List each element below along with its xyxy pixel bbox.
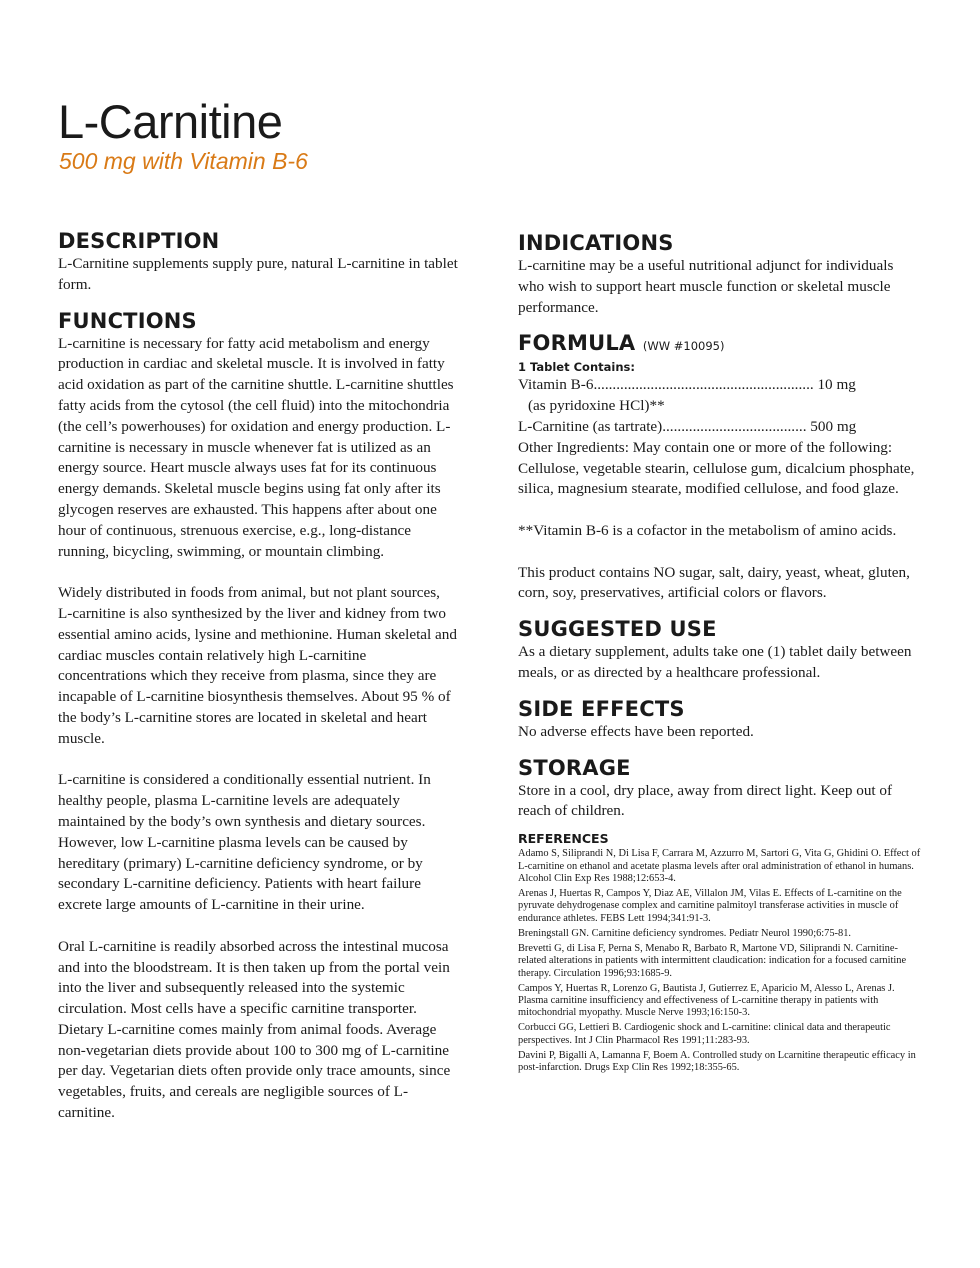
functions-paragraph: Oral L-carnitine is readily absorbed across the intestinal mucosa and into the bloodstream. It is then taken up from the portal vein into the liver and subsequently released into the systemic circulation. Most cells have a specific carnitine transporter. Dietary L-carnitine comes mainly from animal foods. Average non-vegetarian diets provide about 100 to 300 mg of L-carnitine per day. Vegetarian diets often provide only trace amounts, since vegetables, fruits, and cereals are negligible sources of L-carnitine. [58, 937, 451, 1122]
storage-heading: STORAGE [518, 755, 631, 780]
reference-item: Corbucci GG, Lettieri B. Cardiogenic shock and L-carnitine: clinical data and therapeutic perspectives. Int J Clin Pharmacol Res 1991;11:283-93. [518, 1022, 891, 1046]
reference-item: Brevetti G, di Lisa F, Perna S, Menabo R, Barbato R, Martone VD, Siliprandi N. Carnitine-related alterations in patients with intermittent claudication: indication for a focused carnitine therapy. Circulation 1996;93:1685-9. [518, 942, 907, 979]
functions-paragraph: L-carnitine is necessary for fatty acid metabolism and energy production in cardiac and skeletal muscle. It is involved in fatty acid oxidation as part of the carnitine shuttle. L-carnitine shuttles fatty acids from the cytosol (the cell fluid) into the mitochondria (the cell’s powerhouses) for oxidation and energy production. L-carnitine is necessary in muscle whenever fat is utilized as an energy source. Heart muscle always uses fat for its continuous energy demands. Skeletal muscle begins using fat only after its glycogen reserves are exhausted. This happens after about one hour of continuous, strenuous exercise, e.g., long-distance running, bicycling, swimming, or mountain climbing. [58, 334, 454, 560]
functions-heading: FUNCTIONS [58, 308, 197, 333]
reference-item: Davini P, Bigalli A, Lamanna F, Boem A. Controlled study on Lcarnitine therapeutic efficacy in post-infarction. Drugs Exp Clin Res 1992;18:355-65. [518, 1049, 916, 1074]
references-heading: REFERENCES [518, 831, 609, 847]
right-column [518, 230, 923, 1077]
left-column [58, 228, 458, 1124]
tablet-contains-label: 1 Tablet Contains: [518, 360, 635, 375]
reference-item: Breningstall GN. Carnitine deficiency syndromes. Pediatr Neurol 1990;6:75-81. [518, 927, 852, 939]
side-effects-text: No adverse effects have been reported. [518, 722, 754, 740]
suggested-use-heading: SUGGESTED USE [518, 617, 717, 642]
suggested-use-text: As a dietary supplement, adults take one (1) tablet daily between meals, or as directed by a healthcare professional. [518, 643, 912, 681]
functions-paragraph: L-carnitine is considered a conditionally essential nutrient. In healthy people, plasma L-carnitine levels are adequately maintained by the body’s own synthesis and dietary sources. However, low L-carnitine plasma levels can be caused by hereditary (primary) L-carnitine deficiency syndrome, or by secondary L-carnitine deficiency. Patients with heart failure excrete large amounts of L-carnitine in their urine. [58, 771, 431, 914]
reference-item: Arenas J, Huertas R, Campos Y, Diaz AE, Villalon JM, Vilas E. Effects of L-carnitine on the pyruvate dehydrogenase complex and carnitine palmitoyl transferase activities in muscle of endurance athletes. FEBS Lett 1994;341:91-3. [518, 887, 902, 924]
indications-text: L-carnitine may be a useful nutritional adjunct for individuals who wish to support heart muscle function or skeletal muscle performance. [518, 257, 894, 316]
ingredient-vitamin-b6: Vitamin B-6.......................................................... 10 mg [518, 376, 856, 394]
indications-heading: INDICATIONS [518, 231, 674, 255]
product-subtitle: 500 mg with Vitamin B-6 [59, 148, 308, 174]
ingredient-l-carnitine: L-Carnitine (as tartrate)...................................... 500 mg [518, 417, 857, 435]
formula-footnote: **Vitamin B-6 is a cofactor in the metabolism of amino acids. [518, 521, 897, 539]
free-from-statement: This product contains NO sugar, salt, dairy, yeast, wheat, gluten, corn, soy, preservatives, artificial colors or flavors. [518, 563, 910, 602]
description-heading: DESCRIPTION [58, 229, 220, 253]
other-ingredients: Other Ingredients: May contain one or more of the following: Cellulose, vegetable stearin, cellulose gum, dicalcium phosphate, silica, magnesium stearate, modified cellulose, and food glaze. [518, 438, 915, 498]
formula-code: (WW #10095) [642, 339, 725, 354]
reference-item: Campos Y, Huertas R, Lorenzo G, Bautista J, Gutierrez E, Aparicio M, Alesso L, Arenas J. Plasma carnitine insufficiency and effectiveness of L-carnitine therapy in patients with mitochondrial myopathy. Muscle Nerve 1993;16:150-3. [518, 982, 895, 1019]
ingredient-note: (as pyridoxine HCl)** [528, 397, 665, 415]
description-text: L-Carnitine supplements supply pure, natural L-carnitine in tablet form. [58, 255, 458, 293]
side-effects-heading: SIDE EFFECTS [518, 696, 685, 721]
storage-text: Store in a cool, dry place, away from direct light. Keep out of reach of children. [518, 781, 893, 820]
formula-heading-label: FORMULA [518, 331, 636, 356]
functions-paragraph: Widely distributed in foods from animal, but not plant sources, L-carnitine is also synthesized by the liver and kidney from two essential amino acids, lysine and methionine. Human skeletal and cardiac muscles contain relatively high L-carnitine concentrations which they receive from plasma, since they are incapable of L-carnitine biosynthesis themselves. About 95 % of the body’s L-carnitine stores are located in skeletal and heart muscle. [58, 584, 457, 747]
formula-heading [518, 330, 923, 359]
product-title: L-Carnitine [58, 95, 283, 148]
reference-item: Adamo S, Siliprandi N, Di Lisa F, Carrara M, Azzurro M, Sartori G, Vita G, Ghidini O. Effect of L-carnitine on ethanol and acetate plasma levels after oral administration of ethanol in humans. Alcohol Clin Exp Res 1988;12:653-4. [518, 848, 921, 884]
